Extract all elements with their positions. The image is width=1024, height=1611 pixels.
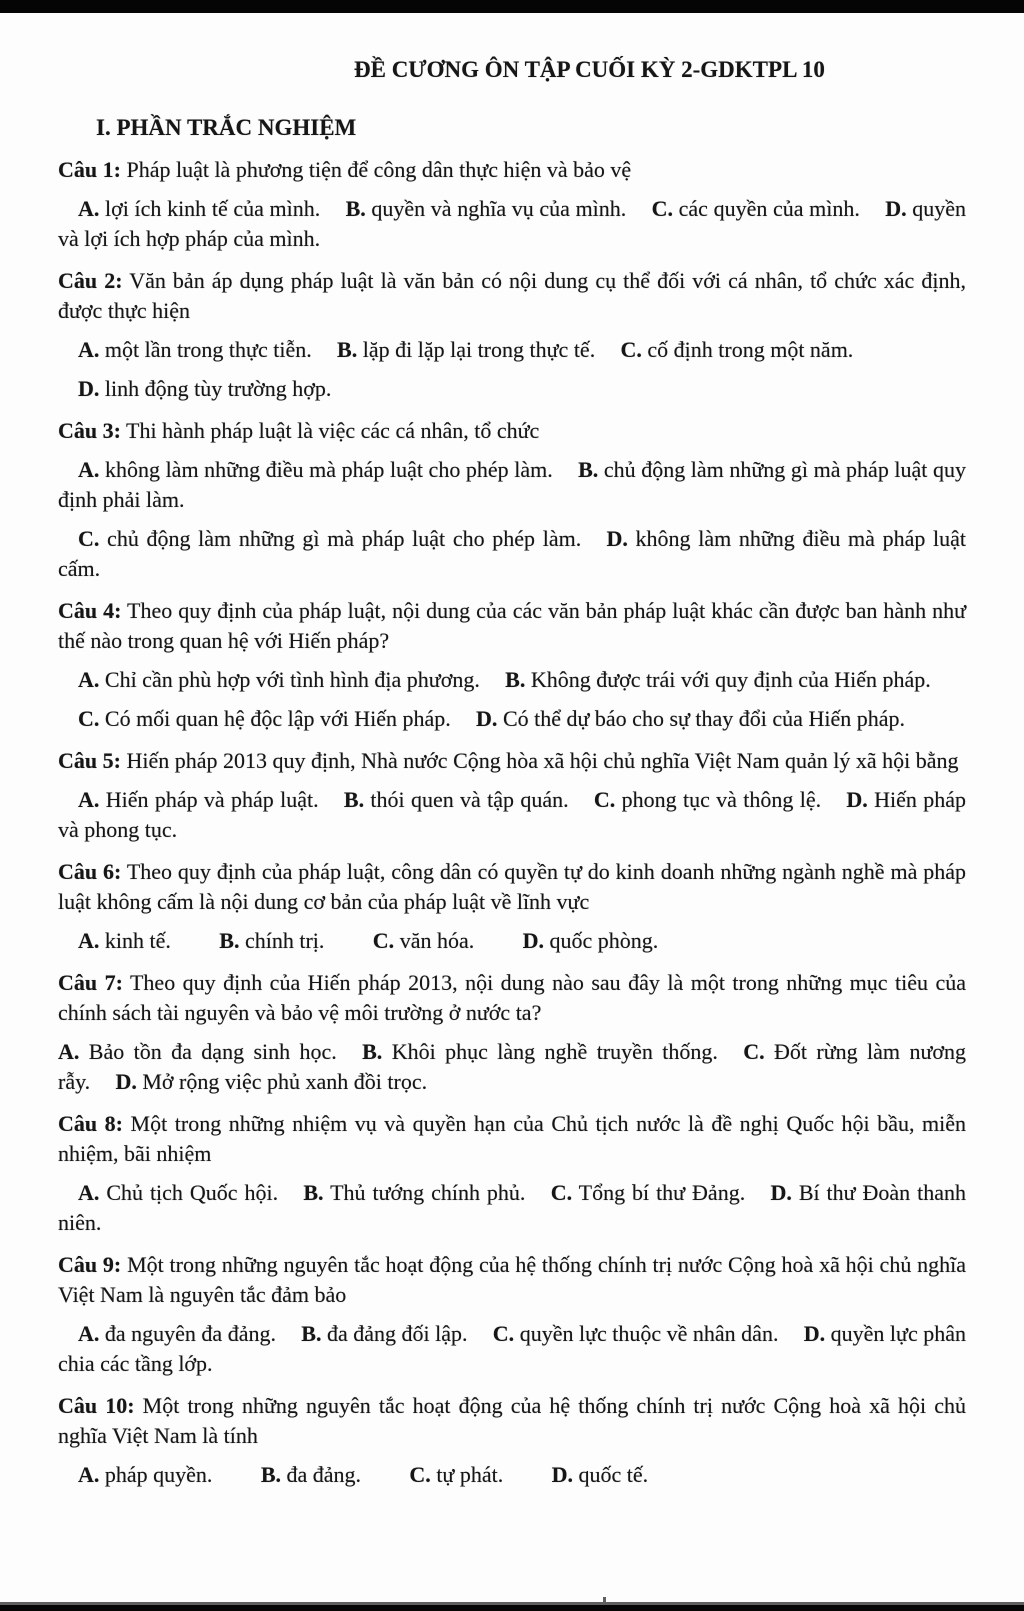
option-text: Mở rộng việc phủ xanh đồi trọc. <box>136 1069 428 1094</box>
option-text: Đốt rừng làm nương rẫy. <box>58 1039 966 1094</box>
option <box>78 457 553 482</box>
option-key: A. <box>78 787 100 812</box>
question-text: Câu 1: Pháp luật là phương tiện để công dân thực hiện và bảo vệ <box>58 157 632 182</box>
option-text: quyền và nghĩa vụ của mình. <box>365 196 627 221</box>
option-text: quốc phòng. <box>544 928 659 953</box>
option-group <box>58 1037 966 1097</box>
option-key: A. <box>78 667 100 692</box>
option-text: văn hóa. <box>394 928 475 953</box>
option-group <box>58 1460 966 1490</box>
question-text: Câu 4: Theo quy định của pháp luật, nội dung của các văn bản pháp luật khác cần được ban hành như thế nào trong quan hệ với Hiến pháp? <box>58 598 966 653</box>
question-label: Câu 6: <box>58 859 122 884</box>
option-key: A. <box>58 1039 80 1064</box>
option <box>78 376 331 401</box>
option-text: cố định trong một năm. <box>641 337 854 362</box>
question-label: Câu 4: <box>58 598 122 623</box>
question-block <box>58 1391 966 1490</box>
option-key: C. <box>651 196 673 221</box>
question-text: Câu 10: Một trong những nguyên tắc hoạt động của hệ thống chính trị nước Cộng hoà xã hội chủ nghĩa Việt Nam là tính <box>58 1393 966 1448</box>
option-key: D. <box>115 1069 137 1094</box>
option <box>621 337 854 362</box>
option-text: tự phát. <box>430 1462 504 1487</box>
question-label: Câu 1: <box>58 157 121 182</box>
option-key: C. <box>620 337 642 362</box>
option <box>261 1462 361 1487</box>
option <box>78 526 581 551</box>
question-text: Câu 3: Thi hành pháp luật là việc các cá nhân, tổ chức <box>58 418 540 443</box>
option <box>409 1462 503 1487</box>
option-text: Bảo tồn đa dạng sinh học. <box>79 1039 337 1064</box>
option <box>493 1321 779 1346</box>
question-label: Câu 9: <box>58 1252 122 1277</box>
question-label: Câu 8: <box>58 1111 123 1136</box>
option-key: C. <box>492 1321 515 1346</box>
option-text: Hiến pháp và phong tục. <box>58 787 966 842</box>
option <box>78 1180 278 1205</box>
option <box>523 928 659 953</box>
option <box>78 337 312 362</box>
option-text: lặp đi lặp lại trong thực tế. <box>357 337 596 362</box>
option <box>78 787 319 812</box>
option-group <box>58 1319 966 1379</box>
option <box>652 196 860 221</box>
option-key: C. <box>78 526 100 551</box>
option-group <box>58 374 966 404</box>
option <box>303 1180 525 1205</box>
option-text: quyền lực phân chia các tầng lớp. <box>58 1321 966 1376</box>
question-text: Câu 9: Một trong những nguyên tắc hoạt động của hệ thống chính trị nước Cộng hoà xã hội chủ nghĩa Việt Nam là nguyên tắc đảm bảo <box>58 1252 967 1307</box>
option-text: Bí thư Đoàn thanh niên. <box>58 1180 966 1235</box>
option <box>505 667 931 692</box>
question-block <box>58 857 966 956</box>
option-key: D. <box>78 376 100 401</box>
option <box>78 1321 276 1346</box>
question-block <box>58 416 966 584</box>
option <box>594 787 821 812</box>
option-text: một lần trong thực tiễn. <box>99 337 312 362</box>
option-key: A. <box>78 928 100 953</box>
option-key: B. <box>219 928 240 953</box>
option-text: quyền và lợi ích hợp pháp của mình. <box>58 196 967 251</box>
option-key: B. <box>505 667 526 692</box>
question-block <box>58 266 966 404</box>
option-text: các quyền của mình. <box>673 196 860 221</box>
option-text: Không được trái với quy định của Hiến pháp. <box>525 667 931 692</box>
question-label: Câu 3: <box>58 418 121 443</box>
section-heading: I. PHẦN TRẮC NGHIỆM <box>96 115 357 140</box>
option <box>301 1321 467 1346</box>
option-key: D. <box>522 928 544 953</box>
top-letterbox-bar <box>0 0 1024 13</box>
option <box>78 196 320 221</box>
question-label: Câu 7: <box>58 970 123 995</box>
question-text: Câu 2: Văn bản áp dụng pháp luật là văn bản có nội dung cụ thể đối với cá nhân, tổ chức xác định, được thực hiện <box>58 268 966 323</box>
question-block <box>58 155 966 254</box>
question-label: Câu 10: <box>58 1393 135 1418</box>
document-page <box>0 13 1024 1602</box>
option <box>373 928 474 953</box>
option-text: Chủ tịch Quốc hội. <box>99 1180 279 1205</box>
option-text: lợi ích kinh tế của mình. <box>99 196 321 221</box>
option-text: không làm những điều mà pháp luật cấm. <box>58 526 966 581</box>
option-group <box>58 704 966 734</box>
option <box>337 337 595 362</box>
option-text: đa nguyên đa đảng. <box>99 1321 276 1346</box>
question-label: Câu 2: <box>58 268 123 293</box>
option-text: phong tục và thông lệ. <box>615 787 822 812</box>
option-text: Hiến pháp và pháp luật. <box>99 787 319 812</box>
option-key: A. <box>78 1462 100 1487</box>
question-block <box>58 968 966 1097</box>
option-text: Chỉ cần phù hợp với tình hình địa phương. <box>99 667 480 692</box>
option-text: đa đảng đối lập. <box>321 1321 468 1346</box>
divider-notch <box>603 1597 606 1602</box>
question-list <box>58 155 966 1490</box>
option-text: quốc tế. <box>573 1462 649 1487</box>
option <box>476 706 905 731</box>
question-block <box>58 596 966 734</box>
option-key: B. <box>578 457 599 482</box>
option-text: đa đảng. <box>281 1462 362 1487</box>
option-key: A. <box>78 337 100 362</box>
question-block <box>58 1109 966 1238</box>
option-key: A. <box>78 1321 100 1346</box>
option-text: không làm những điều mà pháp luật cho phép làm. <box>99 457 553 482</box>
option-key: D. <box>803 1321 826 1346</box>
option-text: Tổng bí thư Đảng. <box>572 1180 746 1205</box>
question-block <box>58 746 966 845</box>
option-group <box>58 785 966 845</box>
option-group <box>58 524 966 584</box>
option-key: C. <box>743 1039 765 1064</box>
option <box>58 1039 337 1064</box>
option <box>551 1180 746 1205</box>
option-text: kinh tế. <box>99 928 171 953</box>
option <box>362 1039 718 1064</box>
option-text: chính trị. <box>239 928 325 953</box>
option <box>344 787 569 812</box>
option-key: D. <box>770 1180 792 1205</box>
option-key: D. <box>606 526 628 551</box>
question-label: Câu 5: <box>58 748 121 773</box>
option <box>78 1462 212 1487</box>
option-text: Thủ tướng chính phủ. <box>323 1180 526 1205</box>
option-text: Có thể dự báo cho sự thay đổi của Hiến pháp. <box>497 706 905 731</box>
option-group <box>58 926 966 956</box>
option-key: C. <box>550 1180 573 1205</box>
option-group <box>58 194 966 254</box>
question-text: Câu 8: Một trong những nhiệm vụ và quyền hạn của Chủ tịch nước là đề nghị Quốc hội bầu, miễn nhiệm, bãi nhiệm <box>58 1111 966 1166</box>
option-text: linh động tùy trường hợp. <box>99 376 332 401</box>
question-text: Câu 6: Theo quy định của pháp luật, công dân có quyền tự do kinh doanh những ngành nghề mà pháp luật không cấm là nội dung cơ bản của pháp luật về lĩnh vực <box>58 859 966 914</box>
question-text: Câu 5: Hiến pháp 2013 quy định, Nhà nước Cộng hòa xã hội chủ nghĩa Việt Nam quản lý xã hội bằng <box>58 748 959 773</box>
option-text: chủ động làm những gì mà pháp luật cho phép làm. <box>99 526 582 551</box>
option <box>346 196 627 221</box>
option-key: B. <box>260 1462 281 1487</box>
question-block <box>58 1250 966 1379</box>
option <box>219 928 324 953</box>
option-group <box>58 665 966 695</box>
option-key: B. <box>337 337 358 362</box>
option-key: B. <box>345 196 366 221</box>
bottom-letterbox-bar <box>0 1605 1024 1611</box>
option-text: chủ động làm những gì mà pháp luật quy định phải làm. <box>58 457 966 512</box>
option <box>552 1462 649 1487</box>
option-key: C. <box>78 706 100 731</box>
option-key: B. <box>301 1321 322 1346</box>
option-text: pháp quyền. <box>99 1462 213 1487</box>
option-key: A. <box>78 1180 100 1205</box>
option-text: Có mối quan hệ độc lập với Hiến pháp. <box>99 706 451 731</box>
option <box>115 1069 427 1094</box>
option-group <box>58 455 966 515</box>
document-title: ĐỀ CƯƠNG ÔN TẬP CUỐI KỲ 2-GDKTPL 10 <box>354 57 825 82</box>
option-key: A. <box>78 196 100 221</box>
option-key: D. <box>885 196 907 221</box>
option-text: thói quen và tập quán. <box>364 787 569 812</box>
option <box>78 928 171 953</box>
option-key: B. <box>343 787 365 812</box>
option-key: D. <box>476 706 498 731</box>
option <box>78 706 451 731</box>
option-key: C. <box>593 787 616 812</box>
option <box>78 667 480 692</box>
option-key: B. <box>362 1039 383 1064</box>
option-key: B. <box>303 1180 324 1205</box>
option-text: quyền lực thuộc về nhân dân. <box>514 1321 779 1346</box>
option-group <box>58 335 966 365</box>
question-text: Câu 7: Theo quy định của Hiến pháp 2013, nội dung nào sau đây là một trong những mục tiêu của chính sách tài nguyên và bảo vệ môi trường ở nước ta? <box>58 970 966 1025</box>
option-key: C. <box>372 928 395 953</box>
option-key: D. <box>846 787 868 812</box>
option-key: C. <box>409 1462 431 1487</box>
option-key: D. <box>551 1462 574 1487</box>
option-group <box>58 1178 966 1238</box>
option-key: A. <box>78 457 100 482</box>
option-text: Khôi phục làng nghề truyền thống. <box>382 1039 718 1064</box>
